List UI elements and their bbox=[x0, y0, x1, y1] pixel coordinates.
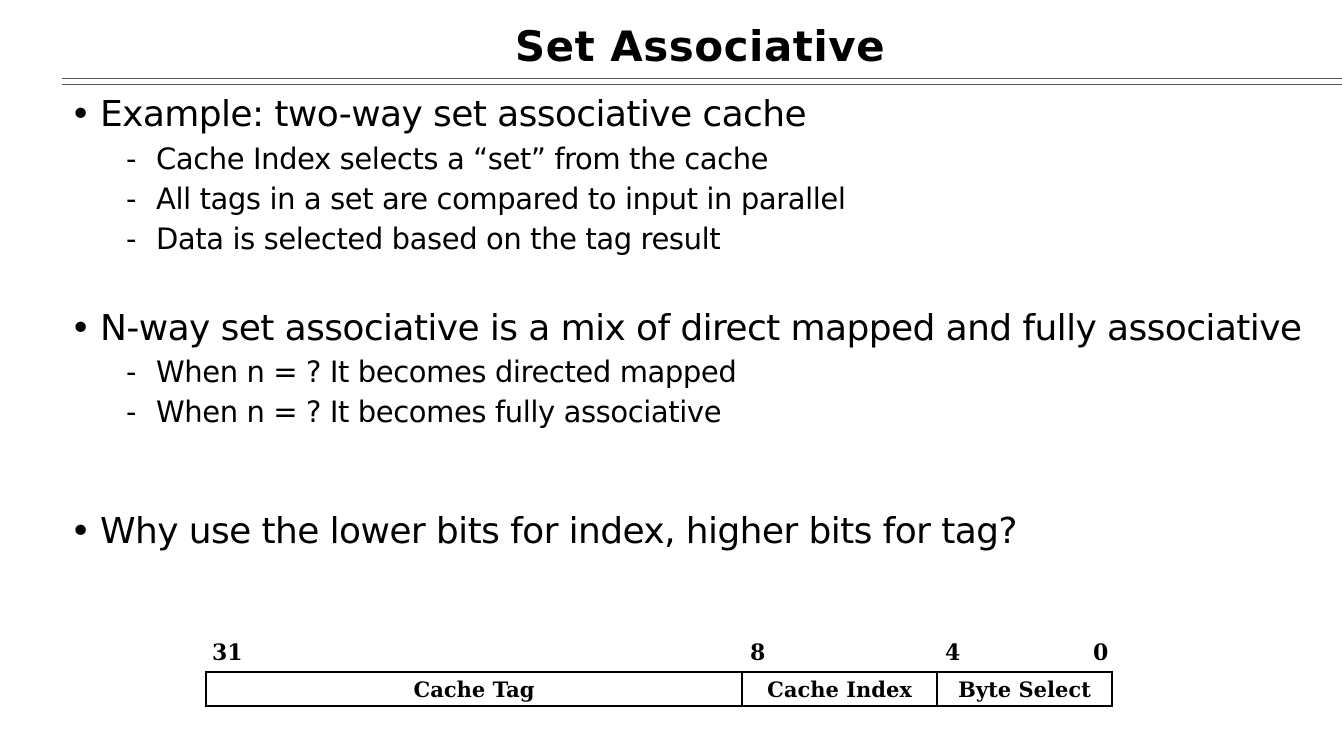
sub-bullet-text: When n = ? It becomes directed mapped bbox=[156, 355, 737, 389]
byte-select-field: Byte Select bbox=[958, 676, 1091, 702]
bullet-dot: • bbox=[70, 511, 91, 552]
sub-bullet-text: All tags in a set are compared to input in parallel bbox=[156, 182, 846, 216]
sub-bullet-1-2 bbox=[126, 181, 846, 217]
dash: - bbox=[126, 142, 137, 176]
dash: - bbox=[126, 182, 137, 216]
bullet-dot: • bbox=[70, 308, 91, 349]
title-rule-bottom bbox=[62, 84, 1342, 85]
bullet-1-text: Example: two-way set associative cache bbox=[100, 94, 806, 135]
bit-label-4: 4 bbox=[945, 640, 961, 666]
sub-bullet-1-1 bbox=[126, 141, 768, 177]
bullet-3-text: Why use the lower bits for index, higher bits for tag? bbox=[100, 511, 1017, 552]
bullet-2 bbox=[70, 307, 1301, 351]
dash: - bbox=[126, 222, 137, 256]
bit-label-0: 0 bbox=[1093, 640, 1109, 666]
slide-title: Set Associative bbox=[514, 22, 886, 71]
sub-bullet-text: Cache Index selects a “set” from the cache bbox=[156, 142, 769, 176]
dash: - bbox=[126, 395, 137, 429]
sub-bullet-text: Data is selected based on the tag result bbox=[156, 222, 721, 256]
bit-label-8: 8 bbox=[750, 640, 766, 666]
sub-bullet-text: When n = ? It becomes fully associative bbox=[156, 395, 722, 429]
dash: - bbox=[126, 355, 137, 389]
cache-index-field: Cache Index bbox=[743, 673, 938, 705]
bit-label-31: 31 bbox=[212, 640, 243, 666]
bullet-3 bbox=[70, 510, 1017, 554]
bullet-dot: • bbox=[70, 94, 91, 135]
title-rule-top bbox=[62, 78, 1342, 79]
bullet-2-text: N-way set associative is a mix of direct mapped and fully associative bbox=[100, 308, 1302, 349]
cache-tag-field: Cache Tag bbox=[207, 673, 743, 705]
sub-bullet-1-3 bbox=[126, 221, 720, 257]
bullet-1 bbox=[70, 93, 806, 137]
sub-bullet-2-2 bbox=[126, 394, 721, 430]
sub-bullet-2-1 bbox=[126, 354, 736, 390]
address-breakdown bbox=[205, 671, 1113, 707]
